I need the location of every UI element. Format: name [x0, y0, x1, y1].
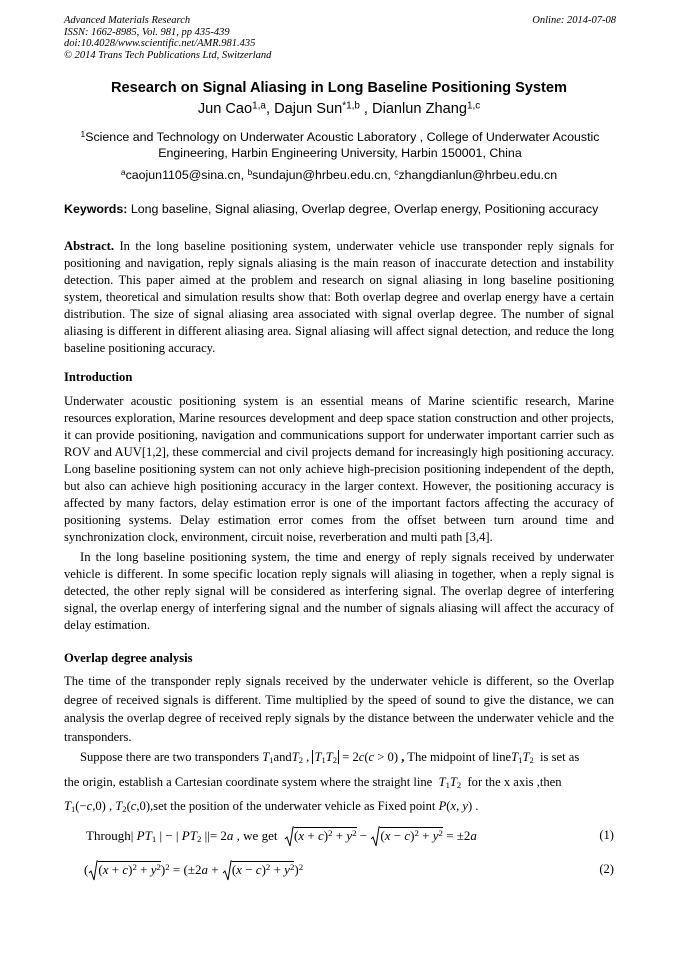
radical-sign [284, 826, 294, 848]
email-link[interactable]: caojun1105@sina.cn [125, 168, 241, 182]
paper-title: Research on Signal Aliasing in Long Baseline Positioning System [110, 80, 567, 96]
author-sup: 1,a [252, 100, 266, 112]
copyright: © 2014 Trans Tech Publications Ltd, Switzerland [64, 49, 272, 61]
author-name: Jun Cao [197, 101, 253, 117]
author-sup: 1,c [466, 100, 481, 112]
keywords [64, 202, 624, 216]
math-line-2: the origin, establish a Cartesian coordinate system where the straight line $T_1T_2$ for the x axis ,then [64, 775, 562, 791]
intro-paragraph-1: Underwater acoustic positioning system is an essential means of Marine scientific research, Marine resources exploration, Marine resources development and deep space station construction and other projects, it can provide positioning, navigation and communications support for underwater important carrier such as ROV and AUV[1,2], these commercial and civil projects demand for increasingly high positioning accuracy. Long baseline positioning system can not only achieve high-precision positioning independent of the depth, but also can achieve high positioning accuracy in the larger context. However, the positioning accuracy is affected by many factors, delay estimation error is one of the important factors affecting the accuracy of positioning systems. Delay estimation error comes from the offset between turn around time and synchronization clock, environment, circuit noise, reverberation and multi path [3,4]. [64, 394, 614, 544]
email-list: $^a$caojun1105@sina.cn, $^b$sundajun@hrbeu.edu.cn, $^c$zhangdianlun@hrbeu.edu.cn [120, 167, 558, 182]
affiliation-text: Science and Technology on Underwater Acoustic Laboratory , College of Underwater Acoustic Engineering, Harbin Engineering University, Harbin 150001, China [85, 130, 600, 160]
equation-1: Through| $PT_1$ | − | $PT_2$ ||= 2a , we get $(x + c)^2 + y^2 - (x - c)^2 + y^2 = \pm 2a$ [86, 826, 477, 848]
equation-2: ( $(x + c)^2 + y^2)^2 = (\pm 2a + (x - c)^2 + y^2)^2$ [84, 860, 303, 882]
journal-name: Advanced Materials Research [64, 15, 191, 26]
doi: doi:10.4028/www.scientific.net/AMR.981.435 [64, 38, 256, 50]
abstract-label: Abstract. [64, 239, 115, 253]
issn: ISSN: 1662-8985, Vol. 981, pp 435-439 [64, 26, 230, 38]
email-link[interactable]: zhangdianlun@hrbeu.edu.cn [398, 168, 558, 182]
author-name: Dajun Sun [274, 101, 343, 117]
journal-header [64, 15, 616, 61]
author-sup: *1,b [342, 100, 360, 112]
overlap-paragraph-1: The time of the transponder reply signals received by the underwater vehicle is different, so the Overlap degree of received signals is different. Time multiplied by the speed of sound to give the distance, we can analysis the overlap degree of received reply signals by the distance between the underwater vehicle and the transponders. [64, 674, 614, 744]
affiliation-sup: 1 [80, 129, 86, 140]
abstract-text: In the long baseline positioning system, underwater vehicle use transponder reply signals for positioning and navigation, reply signals aliasing is the main reason of inaccurate detection and instability detection. This paper aimed at the problem and research on signal aliasing in long baseline positioning system, theoretical and simulation results show that: Both overlap degree and overlap energy have a certain distribution. The size of signal aliasing area associated with signal overlap degree. The number of signal aliasing is different in different aliasing area. Signal aliasing will affect signal detection, and reduce the long baseline positioning accuracy. [64, 239, 614, 355]
equation-number-2: (2) [599, 862, 614, 876]
section-heading-overlap: Overlap degree analysis [64, 651, 193, 665]
equation-number-1: (1) [599, 828, 614, 842]
author-name: Dianlun Zhang [372, 101, 467, 117]
radical-sign [370, 826, 380, 848]
math-line-1: Suppose there are two transponders $T_1andT_2$ , $T_1T_2 = 2c(c > 0)$ , The midpoint of $lineT_1T_2$ is set as [80, 750, 580, 766]
radical-sign [88, 860, 98, 882]
section-heading-introduction: Introduction [64, 370, 133, 384]
keywords-text: Long baseline, Signal aliasing, Overlap degree, Overlap energy, Positioning accuracy [130, 202, 599, 216]
affiliation [64, 130, 616, 161]
keywords-label: Keywords: [64, 202, 128, 216]
abstract [64, 238, 614, 357]
online-date: Online: 2014-07-08 [532, 15, 616, 26]
author-list: Jun Cao$^{1,a}$, Dajun Sun$^{*1,b}$ , Dianlun Zhang$^{1,c}$ [197, 100, 481, 117]
email-link[interactable]: sundajun@hrbeu.edu.cn [252, 168, 388, 182]
radical-sign [222, 860, 232, 882]
intro-paragraph-2: In the long baseline positioning system, the time and energy of reply signals received by underwater vehicle is different. In some specific location reply signals will aliasing in together, when a reply signal is detected, the other reply signal will be considered as interfering signal. The overlap degree of interfering signal, the overlap energy of interfering signal and the number of signals aliasing will affect the accuracy of delay estimation. [64, 550, 614, 632]
math-line-3: $T_1(-c,0)$ , $T_2(c,0),set$ the position of the underwater vehicle as Fixed point P(x, y) . [64, 799, 479, 815]
